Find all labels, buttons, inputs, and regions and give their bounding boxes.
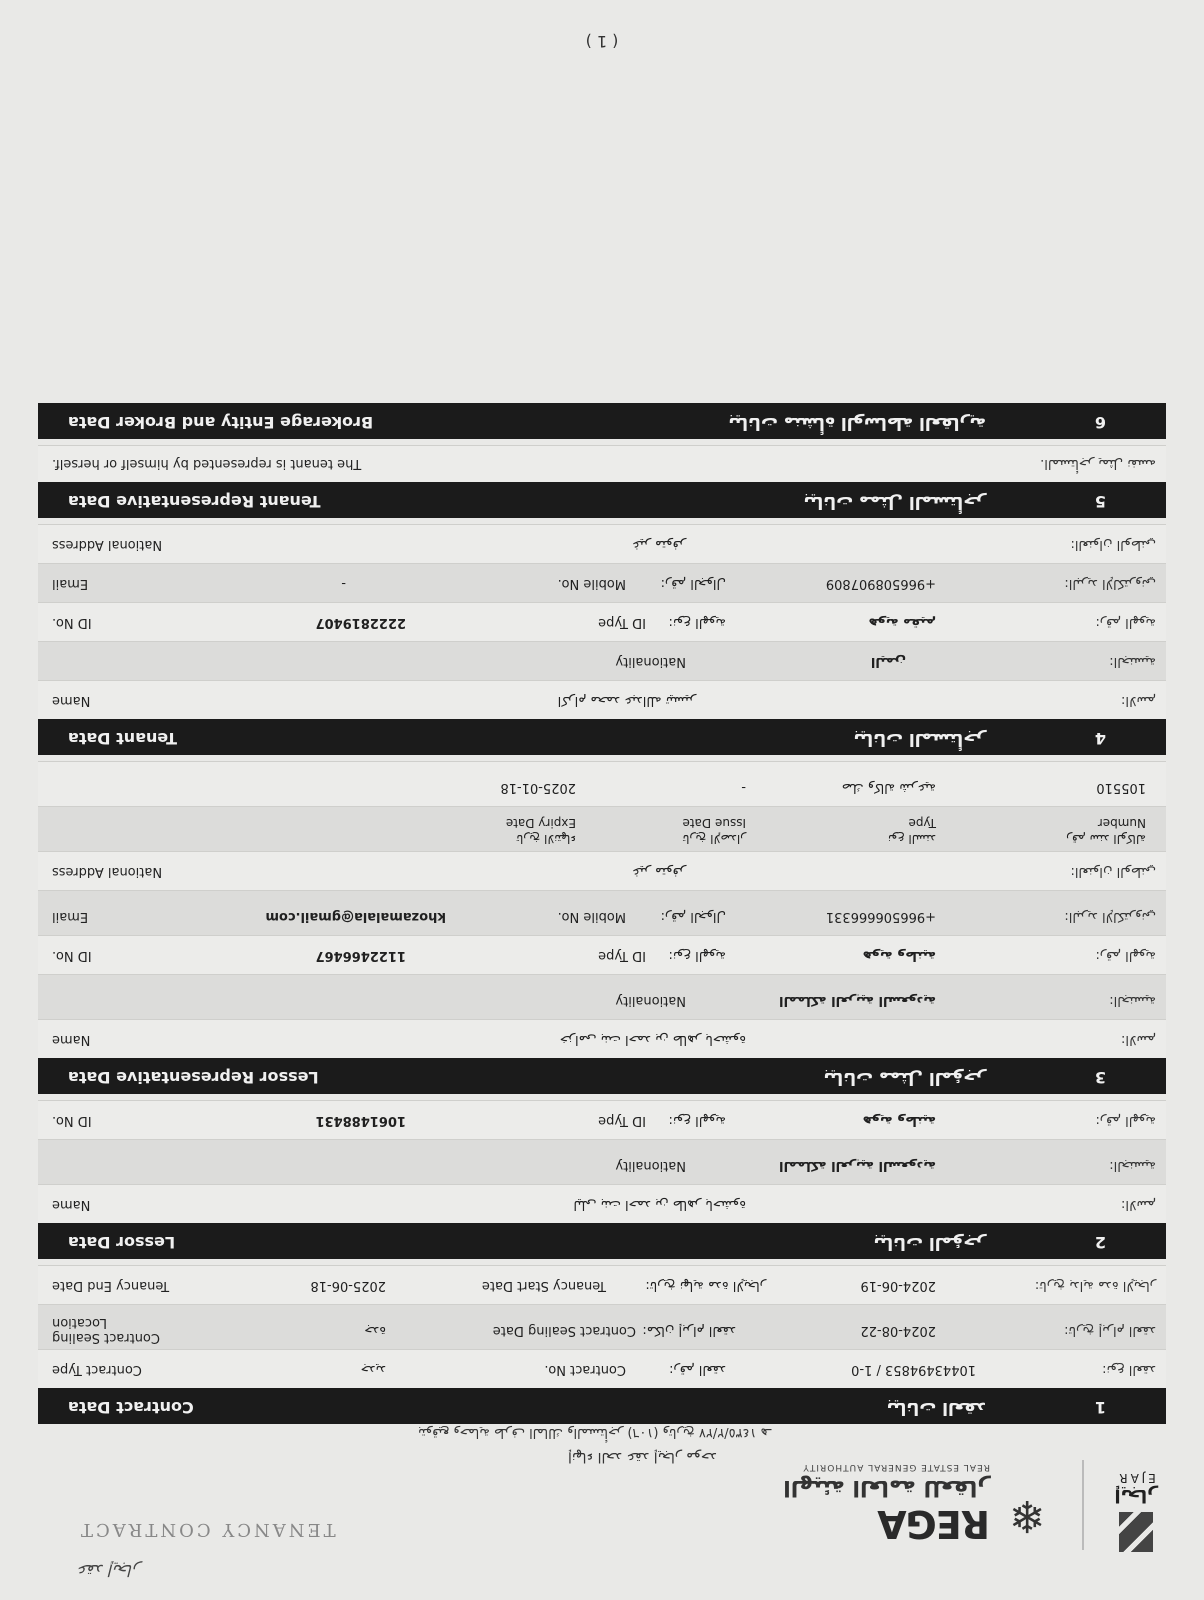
doc-number-head <box>1066 815 1146 847</box>
section-title-ar: بيانات منشأة الوساطة العقارية <box>728 413 986 433</box>
value: جدة <box>364 1323 386 1338</box>
section-broker <box>38 403 1166 439</box>
rega-emblem-icon: ❄ <box>1008 1490 1046 1541</box>
value: خزامى بنت احمد بن طاهر باحشوة <box>559 1032 746 1047</box>
ejar-ar: إيجار <box>1114 1485 1158 1506</box>
doc-type-head <box>888 815 936 847</box>
label-en: Nationality <box>615 993 686 1008</box>
value: khozamalala@gmail.com <box>265 909 446 924</box>
tenant-row-address <box>38 524 1166 563</box>
label-en: Contract Sealing Date <box>492 1323 636 1338</box>
label-en: Name <box>52 1032 91 1047</box>
label-en: Issue Date <box>682 816 746 830</box>
label-en: ID Type <box>598 948 646 963</box>
value: جديد <box>360 1362 386 1377</box>
section-number: 2 <box>1094 1233 1106 1252</box>
value: 2025-06-18 <box>310 1278 386 1293</box>
section-tenant-rep <box>38 482 1166 518</box>
label-en: Mobile No. <box>557 576 626 591</box>
value: هوية وطنية <box>862 1113 936 1128</box>
label-ar: رقم الهوية: <box>1095 615 1156 630</box>
label-en: ID No. <box>52 948 92 963</box>
label-en: Email <box>52 909 89 924</box>
label-ar: نوع الهوية: <box>668 1113 726 1128</box>
section-title-en: Tenant Data <box>68 729 177 748</box>
section-number: 4 <box>1094 729 1106 748</box>
label-en: Name <box>52 693 91 708</box>
lessor-rep-row-name <box>38 1019 1166 1058</box>
section-title-ar: بيانات المؤجر <box>873 1233 986 1253</box>
section-title-en: Brokerage Entity and Broker Data <box>68 413 374 432</box>
value: اليمن <box>870 654 906 669</box>
value: ليلى بنت احمد بن طاهر باحشوة <box>573 1197 746 1212</box>
label-ar: الاسم: <box>1121 693 1156 708</box>
value: المملكة العربية السعودية <box>779 1158 936 1173</box>
label-en: Type <box>908 816 936 830</box>
label-ar: تاريخ إبرام العقد: <box>1064 1323 1156 1338</box>
rega-en: REAL ESTATE GENERAL AUTHORITY <box>802 1462 990 1472</box>
label-ar: الاسم: <box>1121 1197 1156 1212</box>
value: 10443494853 / 1-0 <box>851 1362 976 1377</box>
section-number: 1 <box>1094 1398 1106 1417</box>
label-en: Nationality <box>615 654 686 669</box>
value: 2222819407 <box>315 615 406 630</box>
contract-row-dates <box>38 1265 1166 1304</box>
tenant-row-nationality <box>38 641 1166 680</box>
label-ar: رقم العقد: <box>669 1362 726 1377</box>
section-lessor <box>38 1223 1166 1259</box>
label-en: Expiry Date <box>505 816 576 830</box>
tenant-row-name <box>38 680 1166 719</box>
value: +966506666331 <box>825 909 936 924</box>
value: غير متوفر <box>632 864 686 879</box>
label-en: Name <box>52 1197 91 1212</box>
value: 1122466467 <box>315 948 406 963</box>
lessor-rep-doc-head <box>38 806 1166 851</box>
label-ar: نوع السند <box>887 832 936 846</box>
issue-head <box>682 815 746 847</box>
value: غير متوفر <box>632 537 686 552</box>
section-number: 3 <box>1094 1068 1106 1087</box>
label-ar: نوع الهوية: <box>668 615 726 630</box>
subtitle-1: إنهاء الحد عقد إيجار موحد <box>568 1449 717 1465</box>
label-ar: الجنسية: <box>1109 654 1156 669</box>
ejar-en: EJAR <box>1116 1471 1156 1485</box>
label-en: Nationality <box>615 1158 686 1173</box>
lessor-row-name <box>38 1184 1166 1223</box>
section-title-ar: بيانات العقد <box>886 1398 986 1418</box>
label-ar: الجنسية: <box>1109 993 1156 1008</box>
label-en: National Address <box>52 537 163 552</box>
section-title-en: Lessor Representative Data <box>68 1068 319 1087</box>
rega-word: REGA <box>878 1502 990 1546</box>
label-ar: رقم الجوال: <box>660 909 726 924</box>
header <box>38 1425 1166 1580</box>
tenant-row-id <box>38 602 1166 641</box>
title-en: TENANCY CONTRACT <box>78 1519 336 1540</box>
ejar-logo-icon <box>1119 1512 1153 1552</box>
doc-issue: - <box>741 780 746 795</box>
label-en: Contract No. <box>544 1362 626 1377</box>
label-en: Contract Sealing Location <box>52 1315 160 1345</box>
section-title-en: Contract Data <box>68 1398 194 1417</box>
label-ar: رقم الجوال: <box>660 576 726 591</box>
value: - <box>341 576 346 591</box>
section-tenant <box>38 719 1166 755</box>
value: هوية وطنية <box>862 948 936 963</box>
value: 2024-06-19 <box>860 1278 936 1293</box>
section-title-ar: بيانات المستأجر <box>853 729 986 749</box>
page-number: ( 1 ) <box>585 32 619 51</box>
contract-row-type <box>38 1349 1166 1388</box>
lessor-rep-row-nationality <box>38 974 1166 1019</box>
label-en: Email <box>52 576 89 591</box>
label-ar: العنوان الوطني: <box>1070 537 1156 552</box>
lessor-rep-doc-values <box>38 761 1166 806</box>
label-ar: تاريخ الانتهاء <box>516 832 576 846</box>
section-number: 5 <box>1094 492 1106 511</box>
section-title-ar: بيانات ممثل المستأجر <box>803 492 986 512</box>
label-en: National Address <box>52 864 163 879</box>
value: هوية مقيم <box>868 615 936 630</box>
label-en: Number <box>1097 816 1146 830</box>
label-ar: تاريخ نهاية مدة الإيجار: <box>645 1278 766 1293</box>
note-ar: المستأجر يمثل نفسه. <box>1040 456 1156 471</box>
rega-ar: الهيئة العامة للعقار <box>783 1475 990 1500</box>
expiry-head <box>506 815 576 847</box>
section-contract <box>38 1388 1166 1424</box>
ejar-logo <box>1106 1471 1166 1552</box>
doc-number: 105510 <box>1096 780 1146 795</box>
lessor-row-nationality <box>38 1139 1166 1184</box>
contract-sheet <box>38 20 1166 1580</box>
label-en: ID Type <box>598 1113 646 1128</box>
value: 2024-08-22 <box>860 1323 936 1338</box>
label-ar: البريد الإلكتروني: <box>1064 909 1156 924</box>
lessor-rep-row-email <box>38 890 1166 935</box>
doc-type: صك وكالة شرعية <box>841 780 936 795</box>
lessor-rep-row-address <box>38 851 1166 890</box>
section-title-en: Lessor Data <box>68 1233 176 1252</box>
label-ar: تاريخ الإصدار <box>682 832 746 846</box>
doc-expiry: 2025-01-18 <box>500 780 576 795</box>
label-ar: تاريخ بداية مدة الإيجار: <box>1034 1278 1156 1293</box>
label-en: ID No. <box>52 615 92 630</box>
label-ar: مكان إبرام العقد: <box>642 1323 736 1338</box>
label-ar: رقم سند الوكالة <box>1066 832 1146 846</box>
header-divider <box>1082 1460 1084 1550</box>
label-en: Tenancy Start Date <box>481 1278 606 1293</box>
value: +966508907809 <box>825 576 936 591</box>
label-ar: نوع الهوية: <box>668 948 726 963</box>
tenant-rep-note <box>38 445 1166 482</box>
label-ar: العنوان الوطني: <box>1070 864 1156 879</box>
lessor-rep-row-id <box>38 935 1166 974</box>
lessor-row-id <box>38 1100 1166 1139</box>
label-en: Contract Type <box>52 1362 142 1377</box>
title-ar: عقد إيجار <box>78 1561 141 1580</box>
value: المملكة العربية السعودية <box>779 993 936 1008</box>
note-en: The tenant is represented by himself or herself. <box>52 456 362 471</box>
section-title-en: Tenant Representative Data <box>68 492 321 511</box>
label-ar: الاسم: <box>1121 1032 1156 1047</box>
value: 1061488431 <box>315 1113 406 1128</box>
subtitle-2: بتوقيع وحماية طرف المالك والمستأجر (١٠٦) وتاريخ ١٤٣٥/٢/٢٧ هـ <box>418 1425 772 1440</box>
section-number: 6 <box>1094 413 1106 432</box>
label-en: ID No. <box>52 1113 92 1128</box>
section-lessor-rep <box>38 1058 1166 1094</box>
label-ar: البريد الإلكتروني: <box>1064 576 1156 591</box>
label-en: Mobile No. <box>557 909 626 924</box>
label-en: Tenancy End Date <box>52 1278 170 1293</box>
label-ar: نوع العقد: <box>1102 1362 1156 1377</box>
label-ar: الجنسية: <box>1109 1158 1156 1173</box>
label-en: ID Type <box>598 615 646 630</box>
label-ar: رقم الهوية: <box>1095 1113 1156 1128</box>
tenant-row-email <box>38 563 1166 602</box>
section-title-ar: بيانات ممثل المؤجر <box>823 1068 986 1088</box>
contract-row-sealing <box>38 1304 1166 1349</box>
value: اكرام محمد عبدالله تيسير <box>557 693 696 708</box>
label-ar: رقم الهوية: <box>1095 948 1156 963</box>
